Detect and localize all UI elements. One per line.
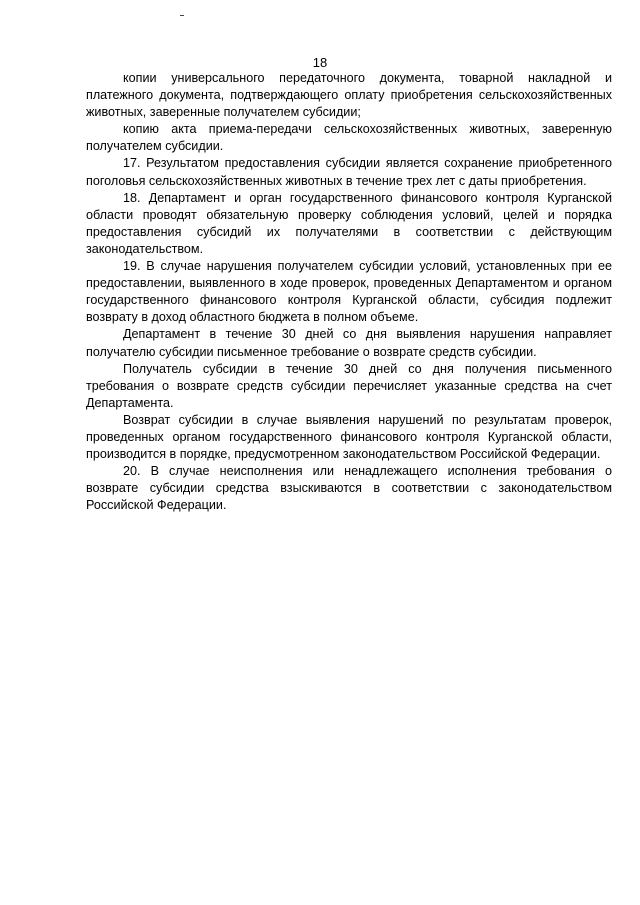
paragraph-refund-transfer: Получатель субсидии в течение 30 дней со дня получения письменного требования о возврате средств субсидии перечисляет указанные средства на счет Департамента. [86, 361, 612, 410]
document-body [86, 70, 612, 514]
paragraph-refund-control: Возврат субсидии в случае выявления нарушений по результатам проверок, проведенных органом государственного финансового контроля Курганской области, производится в порядке, предусмотренном законодательством Российской Федерации. [86, 412, 612, 462]
paragraph-refund-request: Департамент в течение 30 дней со дня выявления нарушения направляет получателю субсидии письменное требование о возврате средств субсидии. [86, 327, 612, 359]
scan-mark [180, 15, 184, 16]
paragraph-18-inspection: 18. Департамент и орган государственного финансового контроля Курганской области проводят обязательную проверку соблюдения условий, целей и порядка предоставления субсидий их получателями в соответствии с действующим законодательством. [86, 190, 612, 256]
paragraph-17-result: 17. Результатом предоставления субсидии является сохранение приобретенного поголовья сельскохозяйственных животных в течение трех лет с даты приобретения. [86, 156, 612, 188]
paragraph-invoice-copies: копии универсального передаточного документа, товарной накладной и платежного документа, подтверждающего оплату приобретения сельскохозяйственных животных, заверенные получателем субсидии; [86, 71, 612, 120]
page-number: 18 [312, 55, 328, 70]
paragraph-20-enforcement: 20. В случае неисполнения или ненадлежащего исполнения требования о возврате субсидии средства взыскиваются в соответствии с законодательством Российской Федерации. [86, 464, 612, 513]
paragraph-acceptance-act: копию акта приема-передачи сельскохозяйственных животных, заверенную получателем субсидии. [86, 122, 612, 154]
paragraph-19-violation: 19. В случае нарушения получателем субсидии условий, установленных при ее предоставлении, выявленного в ходе проверок, проведенных Департаментом и органом государственного финансового контроля Курганской области, субсидия подлежит возврату в доход областного бюджета в полном объеме. [86, 259, 612, 325]
